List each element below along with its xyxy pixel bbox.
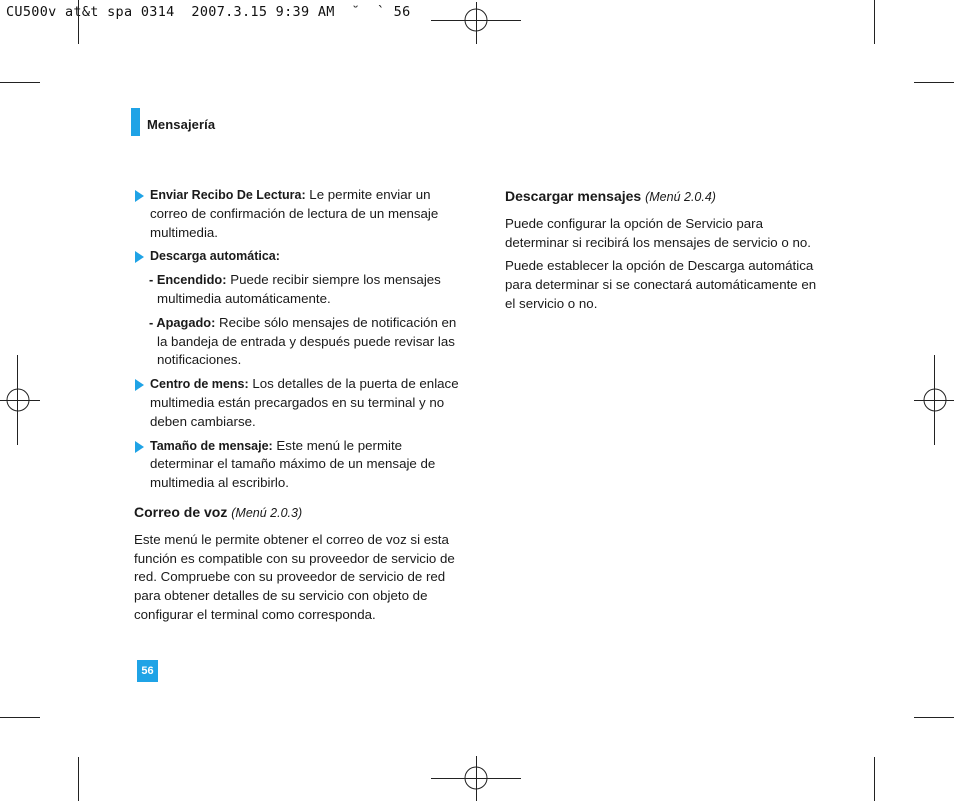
download-messages-heading [505,187,830,207]
page-number: 56 [137,660,158,682]
sub-item-on [134,271,466,309]
registration-mark-right-icon [914,355,954,445]
sub-text: Puede recibir siempre los mensajes multimedia automáticamente. [157,272,441,306]
bullet-term: Centro de mens: [150,377,249,392]
bullet-term: Descarga automática: [150,249,280,264]
right-column [505,187,830,319]
bullet-term: Enviar Recibo De Lectura: [150,188,306,202]
heading-text: Descargar mensajes [505,188,642,204]
menu-reference: (Menú 2.0.4) [645,190,716,204]
download-messages-para-1: Puede configurar la opción de Servicio para determinar si recibirá los mensajes de servicio o no. [505,215,811,250]
menu-reference: (Menú 2.0.3) [231,505,303,520]
sub-item-off [134,314,466,370]
bullet-message-size [134,437,466,493]
heading-text: Correo de voz [134,503,228,520]
bullet-triangle-icon [135,441,144,453]
bullet-term: Tamaño de mensaje: [150,438,273,453]
sub-text: Recibe sólo mensajes de notificación en la bandeja de entrada y después puede revisar las notificaciones. [157,314,457,368]
voicemail-body: Este menú le permite obtener el correo de voz si esta función es compatible con su proveedor de servicio de red. Compruebe con su proveedor de servicio de red para obtener detalles de su servicio con objeto de configurar el terminal como corresponda. [134,531,455,622]
bullet-text: Los detalles de la puerta de enlace multimedia están precargados en su terminal y no deben cambiarse. [150,376,459,429]
sub-term: - Apagado: [149,314,216,330]
bullet-auto-download [134,247,466,266]
bullet-triangle-icon [135,251,144,263]
bullet-message-center [134,375,466,431]
bullet-text: Le permite enviar un correo de confirmación de lectura de un mensaje multimedia. [150,187,439,240]
registration-mark-bottom-icon [431,756,521,801]
left-column [134,186,466,630]
voicemail-heading [134,503,466,523]
bullet-triangle-icon [135,379,144,391]
sub-term: - Encendido: [149,272,227,288]
registration-mark-top-icon [431,2,521,44]
section-title: Mensajería [147,117,216,132]
bullet-text: Este menú le permite determinar el tamaño máximo de un mensaje de multimedia al escribirlo. [150,437,436,491]
registration-mark-left-icon [0,355,40,445]
bullet-triangle-icon [135,190,144,202]
bullet-read-receipt [134,186,466,242]
print-slug: CU500v at&t spa 0314 2007.3.15 9:39 AM ˘ ` 56 [6,4,411,20]
download-messages-para-2: Puede establecer la opción de Descarga automática para determinar si se conectará automáticamente en el servicio o no. [505,258,817,311]
section-marker [131,108,140,136]
